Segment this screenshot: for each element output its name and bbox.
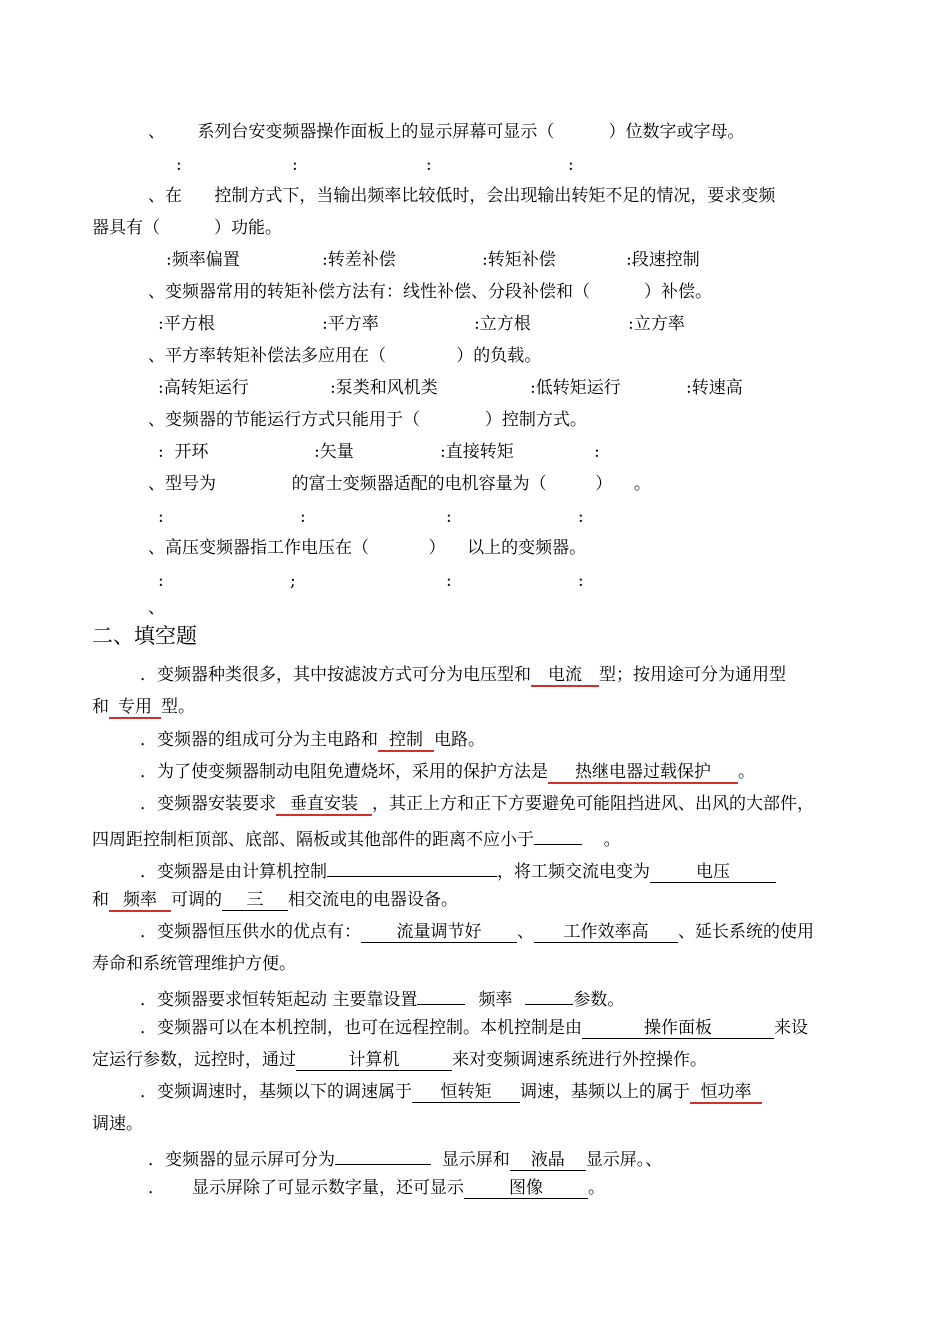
q3-option-d: :立方率 — [628, 314, 685, 334]
q4-option-b: :泵类和风机类 — [330, 378, 438, 398]
fill-q2-line: ．变频器的组成可分为主电路和 控制 电路。 — [140, 730, 485, 750]
fill-q10-blank — [335, 1146, 431, 1165]
stray-mark: 、 — [148, 598, 165, 618]
fill-q10-line: ．变频器的显示屏可分为 显示屏和 液晶 显示屏。、 — [148, 1146, 662, 1171]
q7-line: 、高压变频器指工作电压在（ ） 以上的变频器。 — [148, 538, 587, 558]
fill-q9-line1: ．变频调速时，基频以下的调速属于 恒转矩 调速，基频以上的属于 恒功率 — [140, 1082, 762, 1104]
fill-q3-answer: 热继电器过载保护 — [548, 762, 738, 784]
fill-q5-blank — [327, 858, 497, 877]
fill-q8-answer1: 操作面板 — [582, 1018, 774, 1039]
fill-q1-answer2: 专用 — [109, 697, 161, 719]
fill-q6-answer1: 流量调节好 — [361, 922, 517, 943]
q2-line2: 器具有（ ）功能。 — [92, 218, 283, 238]
fill-q11-line: ． 显示屏除了可显示数字量，还可显示 图像 。 — [148, 1178, 606, 1198]
q2-line1: 、在 控制方式下，当输出频率比较低时，会出现输出转矩不足的情况，要求变频 — [148, 186, 776, 206]
fill-q5-answer3: 三 — [222, 890, 288, 911]
fill-q5-answer2: 频率 — [109, 890, 171, 912]
q7-option-b: ; — [290, 571, 296, 591]
q1-option-d: : — [568, 155, 574, 175]
q3-line: 、变频器常用的转矩补偿方法有：线性补偿、分段补偿和（ ）补偿。 — [148, 282, 713, 302]
q6-option-b: : — [300, 507, 306, 527]
fill-q7-line: ．变频器要求恒转矩起动 主要靠设置 频率 参数。 — [140, 986, 624, 1010]
fill-q11-answer: 图像 — [464, 1178, 588, 1199]
q7-option-c: : — [446, 571, 452, 591]
q4-line: 、平方率转矩补偿法多应用在（ ）的负载。 — [148, 346, 542, 366]
fill-q3-line: ．为了使变频器制动电阻免遭烧坏，采用的保护方法是 热继电器过载保护 。 — [140, 762, 755, 782]
fill-q5-line1: ．变频器是由计算机控制 ，将工频交流电变为 电压 — [140, 858, 776, 883]
fill-q6-line1: ．变频器恒压供水的优点有： 流量调节好 、 工作效率高 、延长系统的使用 — [140, 922, 814, 942]
fill-q4-line1: ．变频器安装要求 垂直安装 ，其正上方和正下方要避免可能阻挡进风、出风的大部件， — [140, 794, 814, 814]
fill-q6-answer2: 工作效率高 — [534, 922, 678, 943]
fill-q1-line2: 和 专用 型。 — [92, 697, 195, 717]
q6-option-a: : — [158, 507, 164, 527]
q1-option-c: : — [426, 155, 432, 175]
q1-text: 系列台安变频器操作面板上的显示屏幕可显示（ — [197, 122, 555, 142]
fill-q4-blank — [534, 826, 582, 845]
q5-option-a: : 开环 — [158, 442, 209, 462]
q7-option-d: : — [578, 571, 584, 591]
fill-q8-answer2: 计算机 — [296, 1050, 452, 1071]
q6-option-d: : — [578, 507, 584, 527]
q3-option-c: :立方根 — [474, 314, 531, 334]
fill-q8-line1: ．变频器可以在本机控制，也可在远程控制。本机控制是由 操作面板 来设 — [140, 1018, 808, 1038]
q2-option-c: :转矩补偿 — [482, 250, 556, 270]
q1-tail: ）位数字或字母。 — [608, 122, 745, 142]
section-heading: 二、填空题 — [92, 624, 197, 648]
q1-option-a: : — [176, 155, 182, 175]
q5-option-b: :矢量 — [314, 442, 354, 462]
q2-option-a: :频率偏置 — [166, 250, 240, 270]
fill-q5-answer1: 电压 — [650, 862, 776, 883]
q1-option-b: : — [292, 155, 298, 175]
fill-q1-answer1: 电流 — [531, 665, 599, 687]
q1-line — [148, 122, 744, 142]
q4-option-c: :低转矩运行 — [530, 378, 621, 398]
q1-number: 、 — [148, 122, 165, 142]
fill-q2-answer: 控制 — [378, 730, 434, 752]
q4-option-d: :转速高 — [686, 378, 743, 398]
fill-q4-answer: 垂直安装 — [276, 794, 372, 816]
q7-option-a: : — [158, 571, 164, 591]
fill-q9-answer1: 恒转矩 — [412, 1082, 520, 1103]
fill-q1-line1: ．变频器种类很多，其中按滤波方式可分为电压型和 电流 型；按用途可分为通用型 — [140, 665, 786, 685]
q6-option-c: : — [446, 507, 452, 527]
fill-q6-line2: 寿命和系统管理维护方便。 — [92, 954, 296, 974]
q2-option-b: :转差补偿 — [322, 250, 396, 270]
fill-q5-line2: 和 频率 可调的 三 相交流电的电器设备。 — [92, 890, 458, 910]
fill-q4-line2: 四周距控制柜顶部、底部、隔板或其他部件的距离不应小于 。 — [92, 826, 621, 850]
q4-option-a: :高转矩运行 — [158, 378, 249, 398]
q5-option-d: : — [594, 442, 600, 462]
fill-q10-answer: 液晶 — [510, 1150, 586, 1171]
q3-option-a: :平方根 — [158, 314, 215, 334]
q5-option-c: :直接转矩 — [440, 442, 514, 462]
fill-q7-answer: 频率 — [478, 990, 513, 1010]
q2-option-d: :段速控制 — [626, 250, 700, 270]
q3-option-b: :平方率 — [322, 314, 379, 334]
fill-q9-line2: 调速。 — [92, 1114, 143, 1134]
fill-q8-line2: 定运行参数，远控时，通过 计算机 来对变频调速系统进行外控操作。 — [92, 1050, 707, 1070]
q5-line: 、变频器的节能运行方式只能用于（ ）控制方式。 — [148, 410, 587, 430]
fill-q9-answer2: 恒功率 — [690, 1082, 762, 1104]
q6-line: 、型号为 的富士变频器适配的电机容量为（ ） 。 — [148, 474, 651, 494]
